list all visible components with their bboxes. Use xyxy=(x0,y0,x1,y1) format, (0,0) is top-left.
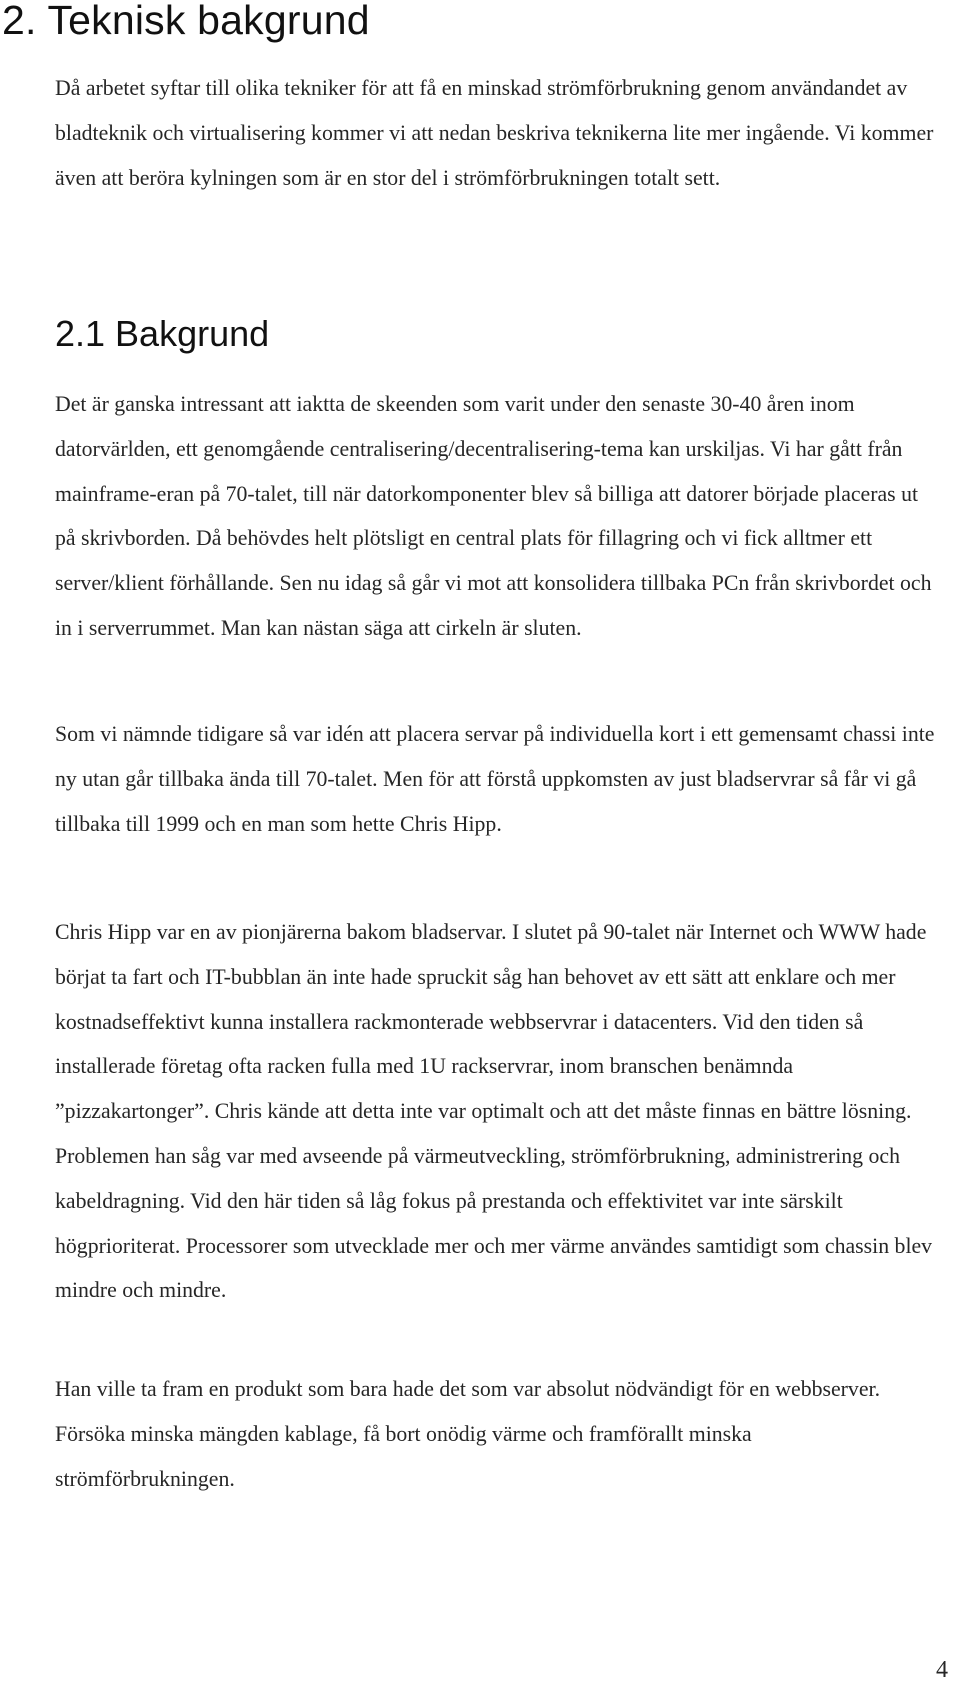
body-paragraph: Chris Hipp var en av pionjärerna bakom bladservar. I slutet på 90-talet när Internet och WWW hade börjat ta fart och IT-bubblan än inte hade spruckit såg han behovet av ett sätt att enklare och mer kostnadseffektivt kunna installera rackmonterade webbservrar i datacenters. Vid den tiden så installerade företag ofta racken fulla med 1U rackservrar, inom branschen benämnda ”pizzakartonger”. Chris kände att detta inte var optimalt och att det måste finnas en bättre lösning. Problemen han såg var med avseende på värmeutveckling, strömförbrukning, administrering och kabeldragning. Vid den här tiden så låg fokus på prestanda och effektivitet var inte särskilt högprioriterat. Processorer som utvecklade mer och mer värme användes samtidigt som chassin blev mindre och mindre. xyxy=(55,920,933,1303)
body-paragraph: Som vi nämnde tidigare så var idén att placera servar på individuella kort i ett gemensamt chassi inte ny utan går tillbaka ända till 70-talet. Men för att förstå uppkomsten av just bladservrar så får vi gå tillbaka till 1999 och en man som hette Chris Hipp. xyxy=(55,722,935,836)
chapter-heading: 2. Teknisk bakgrund xyxy=(2,0,370,43)
body-paragraph: Det är ganska intressant att iaktta de skeenden som varit under den senaste 30-40 åren inom datorvärlden, ett genomgående centralisering/decentralisering-tema kan urskiljas. Vi har gått från mainframe-eran på 70-talet, till när datorkomponenter blev så billiga att datorer började placeras ut på skrivborden. Då behövdes helt plötsligt en central plats för fillagring och vi fick alltmer ett server/klient förhållande. Sen nu idag så går vi mot att konsolidera tillbaka PCn från skrivbordet och in i serverrummet. Man kan nästan säga att cirkeln är sluten. xyxy=(55,392,932,640)
intro-paragraph: Då arbetet syftar till olika tekniker för att få en minskad strömförbrukning genom användandet av bladteknik och virtualisering kommer vi att nedan beskriva teknikerna lite mer ingående. Vi kommer även att beröra kylningen som är en stor del i strömförbrukningen totalt sett. xyxy=(55,76,934,190)
section-heading: 2.1 Bakgrund xyxy=(55,313,270,354)
body-paragraph: Han ville ta fram en produkt som bara hade det som var absolut nödvändigt för en webbserver. Försöka minska mängden kablage, få bort onödig värme och framförallt minska strömförbrukningen. xyxy=(55,1377,881,1491)
page-number: 4 xyxy=(936,1657,948,1683)
